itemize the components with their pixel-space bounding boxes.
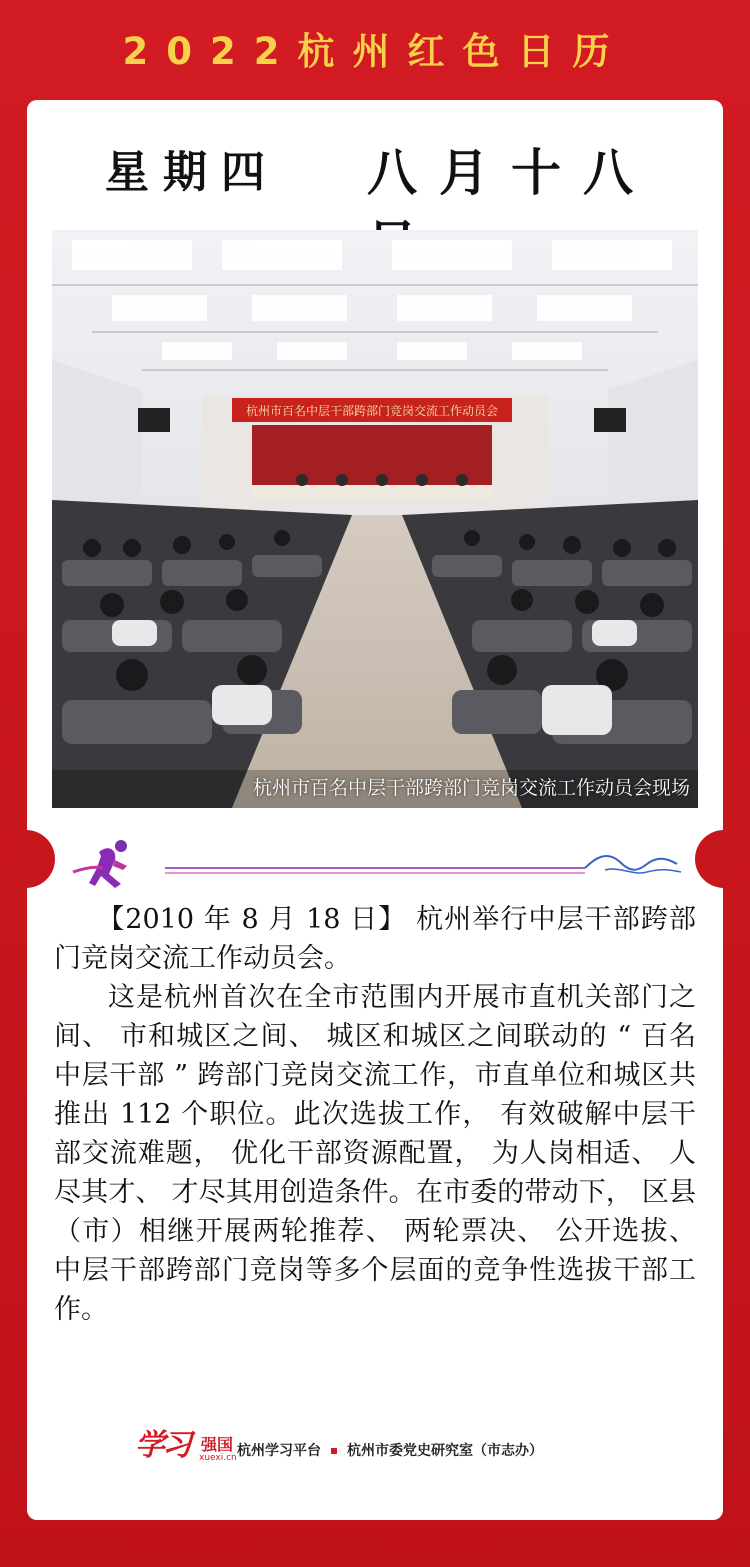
article-paragraph-1: 【2010 年 8 月 18 日】 杭州举行中层干部跨部门竞岗交流工作动员会。 xyxy=(54,904,696,974)
footer xyxy=(27,1420,723,1480)
calendar-title: 2022杭州红色日历 xyxy=(122,30,628,73)
article-paragraph-2: 这是杭州首次在全市范围内开展市直机关部门之间、 市和城区之间、 城区和城区之间联动的 “ 百名中层干部 ” 跨部门竞岗交流工作，市直单位和城区共推出 112 个职位。此次选拔工作， 有效破解中层干部交流难题， 优化干部资源配置， 为人岗相适、 人尽其才、 才尽其用创造条件。在市委的带动下， 区县（市）相继开展两轮推荐、 两轮票决、 公开选拔、 中层干部跨部门竞岗等多个层面的竞争性选拔干部工作。 xyxy=(54,982,696,1325)
footer-credits xyxy=(237,1440,543,1460)
lunar-date-label: 八月十八 xyxy=(367,143,655,202)
weekday-label: 星期四 xyxy=(105,147,279,198)
logo-script: 学习 xyxy=(135,1428,189,1463)
footer-platform: 杭州学习平台 xyxy=(237,1443,321,1459)
logo-brand: 强国 xyxy=(201,1435,234,1454)
right-ticket-notch xyxy=(695,830,723,888)
left-ticket-notch xyxy=(27,830,55,888)
event-photo xyxy=(52,230,698,808)
footer-separator xyxy=(331,1448,337,1454)
runner-icon xyxy=(73,840,127,888)
content-card xyxy=(27,100,723,1520)
hall-banner-text: 杭州市百名中层干部跨部门竞岗交流工作动员会 xyxy=(245,404,499,418)
xuexi-logo xyxy=(135,1426,245,1476)
photo-caption: 杭州市百名中层干部跨部门竞岗交流工作动员会现场 xyxy=(252,777,690,799)
wave-decoration xyxy=(585,856,677,870)
conference-hall-image xyxy=(52,230,698,808)
footer-office: 杭州市委党史研究室（市志办） xyxy=(347,1443,543,1459)
logo-domain: xuexi.cn xyxy=(199,1453,237,1463)
decorative-divider xyxy=(65,828,685,898)
date-row xyxy=(27,138,723,208)
article-body xyxy=(54,900,696,1329)
